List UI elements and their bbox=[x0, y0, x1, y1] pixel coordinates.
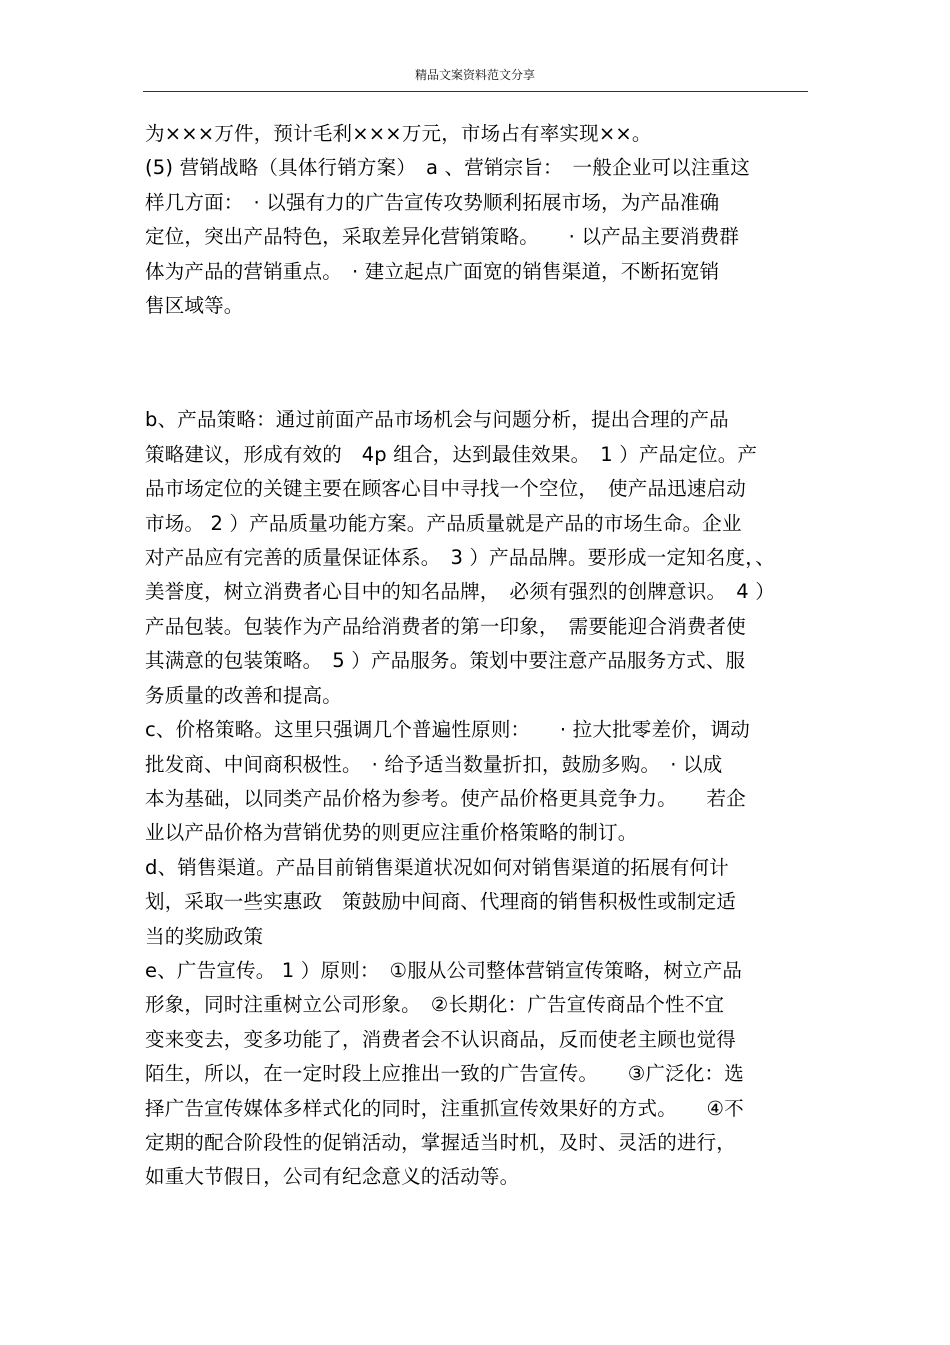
text-line: 样几方面： · 以强有力的广告宣传攻势顺利拓展市场，为产品准确 bbox=[145, 190, 720, 214]
text-line: 售区域等。 bbox=[145, 294, 244, 318]
text-line: 其满意的包装策略。 5 ）产品服务。策划中要注意产品服务方式、服 bbox=[145, 649, 746, 673]
text-line: 陌生，所以，在一定时段上应推出一致的广告宣传。 ③广泛化：选 bbox=[145, 1062, 744, 1086]
text-line: 形象，同时注重树立公司形象。 ②长期化：广告宣传商品个性不宜 bbox=[145, 993, 725, 1017]
text-line: 美誉度，树立消费者心目中的知名品牌， 必须有强烈的创牌意识。 4 ） bbox=[145, 580, 775, 604]
text-line: 业以产品价格为营销优势的则更应注重价格策略的制订。 bbox=[145, 821, 638, 845]
text-line: 本为基础，以同类产品价格为参考。使产品价格更具竞争力。 若企 bbox=[145, 786, 746, 810]
text-line: 当的奖励政策 bbox=[145, 924, 264, 948]
text-line: 变来变去，变多功能了，消费者会不认识商品，反而使老主顾也觉得 bbox=[145, 1027, 737, 1051]
text-line: 为×××万件，预计毛利×××万元，市场占有率实现××。 bbox=[145, 122, 652, 145]
text-line: 务质量的改善和提高。 bbox=[145, 683, 343, 707]
text-line: 如重大节假日，公司有纪念意义的活动等。 bbox=[145, 1165, 520, 1189]
text-line: 产品包装。包装作为产品给消费者的第一印象， 需要能迎合消费者使 bbox=[145, 614, 746, 638]
text-line: 市场。 2 ）产品质量功能方案。产品质量就是产品的市场生命。企业 bbox=[145, 511, 742, 535]
text-line: d、销售渠道。产品目前销售渠道状况如何对销售渠道的拓展有何计 bbox=[145, 855, 729, 879]
text-line: 划，采取一些实惠政 策鼓励中间商、代理商的销售积极性或制定适 bbox=[145, 890, 737, 914]
text-line: 体为产品的营销重点。 · 建立起点广面宽的销售渠道，不断拓宽销 bbox=[145, 259, 720, 283]
paragraph-strategies bbox=[145, 403, 810, 1194]
paragraph-gap bbox=[145, 323, 810, 403]
text-line: 批发商、中间商积极性。 · 给予适当数量折扣，鼓励多购。 · 以成 bbox=[145, 752, 723, 776]
text-line: 定期的配合阶段性的促销活动，掌握适当时机，及时、灵活的进行， bbox=[145, 1130, 737, 1154]
header-divider bbox=[143, 91, 808, 92]
text-line: 品市场定位的关键主要在顾客心目中寻找一个空位， 使产品迅速启动 bbox=[145, 477, 746, 501]
page-header: 精品文案资料范文分享 bbox=[414, 68, 535, 82]
text-line: (5) 营销战略（具体行销方案） a 、营销宗旨： 一般企业可以注重这 bbox=[145, 156, 750, 180]
text-line: b、产品策略：通过前面产品市场机会与问题分析，提出合理的产品 bbox=[145, 408, 729, 432]
text-line: 择广告宣传媒体多样式化的同时，注重抓宣传效果好的方式。 ④不 bbox=[145, 1096, 744, 1120]
text-line: c、价格策略。这里只强调几个普遍性原则： · 拉大批零差价，调动 bbox=[145, 718, 750, 742]
document-body bbox=[145, 117, 810, 1195]
text-line: 对产品应有完善的质量保证体系。 3 ）产品品牌。要形成一定知名度，、 bbox=[145, 546, 775, 570]
text-line: e、广告宣传。 1 ）原则： ①服从公司整体营销宣传策略，树立产品 bbox=[145, 958, 743, 982]
text-line: 策略建议，形成有效的 4p 组合，达到最佳效果。 1 ）产品定位。产 bbox=[145, 442, 758, 466]
paragraph-marketing-strategy bbox=[145, 117, 810, 323]
text-line: 定位，突出产品特色，采取差异化营销策略。 · 以产品主要消费群 bbox=[145, 225, 740, 249]
